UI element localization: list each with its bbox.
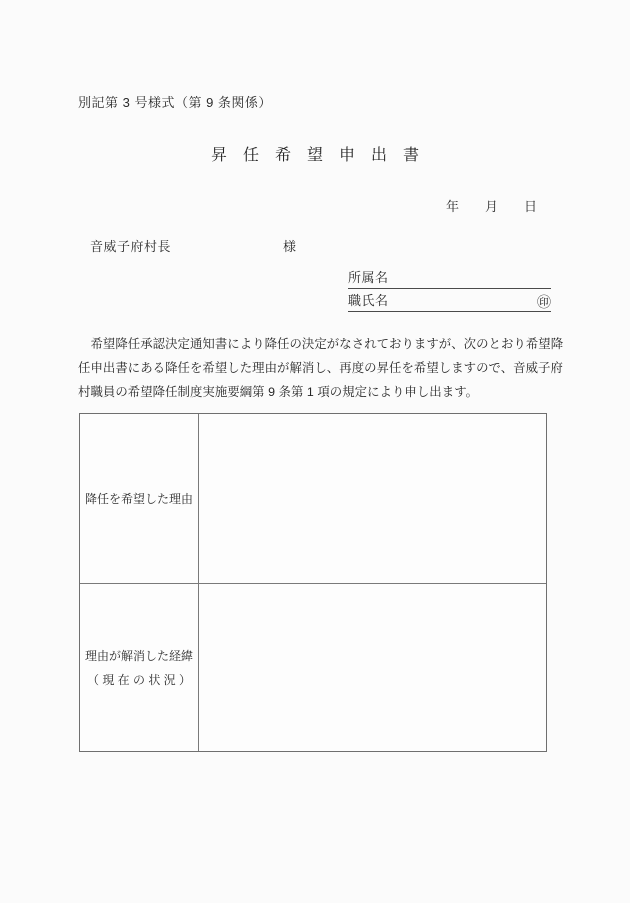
table-entry-area-reason — [199, 414, 546, 584]
name-row — [348, 289, 551, 312]
table-label-text: 理由が解消した経緯 — [84, 648, 193, 663]
table-label-cell-resolution — [80, 584, 199, 751]
addressee-name: 音威子府村長 — [90, 239, 172, 254]
document-title: 昇 任 希 望 申 出 書 — [210, 147, 419, 164]
affiliation-label: 所属名 — [348, 270, 389, 285]
seal-mark-icon: ㊞ — [537, 294, 551, 310]
addressee-honorific: 様 — [283, 239, 297, 254]
body-paragraph-line: 村職員の希望降任制度実施要綱第 9 条第 1 項の規定により申し出ます。 — [78, 385, 479, 399]
table-entry-area-resolution — [199, 584, 546, 751]
reason-table — [79, 413, 547, 752]
date-line: 年 月 日 — [446, 199, 538, 214]
body-paragraph-line: 希望降任承認決定通知書により降任の決定がなされておりますが、次のとおり希望降 — [78, 337, 564, 351]
body-paragraph-line: 任申出書にある降任を希望した理由が解消し、再度の昇任を希望しますので、音威子府 — [78, 361, 563, 375]
body-paragraph — [78, 332, 564, 404]
table-label-text: 降任を希望した理由 — [84, 491, 193, 506]
form-number: 別記第 3 号様式（第 9 条関係） — [78, 95, 272, 110]
affiliation-row — [348, 271, 551, 289]
name-label: 職氏名 — [348, 293, 389, 308]
table-label-cell-reason — [80, 414, 199, 584]
signature-block — [348, 271, 551, 312]
table-label-text: （ 現 在 の 状 況 ） — [86, 672, 191, 687]
